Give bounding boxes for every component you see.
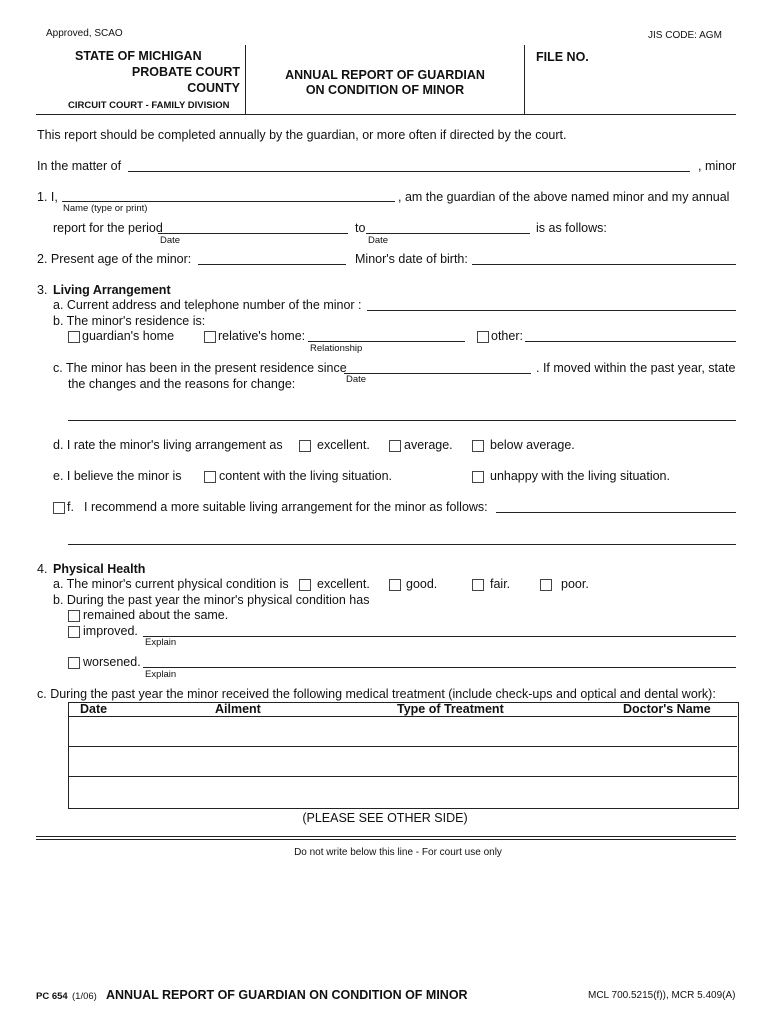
guardians-home-label: guardian's home: [82, 329, 175, 343]
matter-label: In the matter of: [37, 159, 122, 173]
period-to-input[interactable]: [366, 233, 530, 234]
relationship-caption: Relationship: [310, 343, 363, 354]
item3f-text: I recommend a more suitable living arrangement for the minor as follows:: [84, 500, 488, 514]
living-average-label: average.: [404, 438, 453, 452]
table-row[interactable]: [69, 777, 737, 806]
header-divider-right: [524, 45, 525, 114]
item4c-label: c. During the past year the minor received the following medical treatment (include check-ups and optical and dental work):: [37, 687, 716, 701]
period-label: report for the period: [53, 221, 163, 235]
guardian-name-input[interactable]: [62, 201, 395, 202]
address-input[interactable]: [367, 310, 736, 311]
matter-suffix: , minor: [698, 159, 737, 173]
recommend-checkbox[interactable]: [53, 502, 65, 514]
intro-text: This report should be completed annually by the guardian, or more often if directed by the court.: [37, 128, 567, 142]
other-residence-input[interactable]: [525, 341, 736, 342]
improved-explain-input[interactable]: [143, 636, 736, 637]
guardians-home-checkbox[interactable]: [68, 331, 80, 343]
living-excellent-checkbox[interactable]: [299, 440, 311, 452]
state-label: STATE OF MICHIGAN: [75, 49, 202, 63]
age-input[interactable]: [198, 264, 346, 265]
period-follows: is as follows:: [536, 221, 607, 235]
form-title-line1: ANNUAL REPORT OF GUARDIAN: [285, 68, 485, 82]
unhappy-label: unhappy with the living situation.: [490, 469, 670, 483]
worsened-label: worsened.: [83, 655, 141, 669]
content-checkbox[interactable]: [204, 471, 216, 483]
jis-code: JIS CODE: AGM: [648, 30, 722, 41]
item3e-label: e. I believe the minor is: [53, 469, 182, 483]
residence-since-caption: Date: [346, 374, 367, 385]
health-poor-label: poor.: [561, 577, 589, 591]
health-excellent-checkbox[interactable]: [299, 579, 311, 591]
health-fair-label: fair.: [490, 577, 511, 591]
unhappy-checkbox[interactable]: [472, 471, 484, 483]
period-from-input[interactable]: [158, 233, 348, 234]
court-label: PROBATE COURT: [131, 65, 240, 79]
health-excellent-label: excellent.: [317, 577, 370, 591]
table-row[interactable]: [69, 717, 737, 746]
court-use-rule-top: [36, 836, 736, 837]
relationship-input[interactable]: [308, 341, 465, 342]
age-label: 2. Present age of the minor:: [37, 252, 192, 266]
item4-number: 4.: [37, 562, 48, 576]
item3c-line2: the changes and the reasons for change:: [68, 377, 296, 391]
changes-reason-input[interactable]: [68, 420, 736, 421]
item3d-label: d. I rate the minor's living arrangement as: [53, 438, 283, 452]
remained-checkbox[interactable]: [68, 610, 80, 622]
item1-statement: , am the guardian of the above named minor and my annual: [398, 190, 730, 204]
form-date: (1/06): [72, 991, 97, 1002]
form-title-line2: ON CONDITION OF MINOR: [305, 83, 465, 97]
item3a-label: a. Current address and telephone number of the minor :: [53, 298, 362, 312]
col-header-ailment: Ailment: [215, 702, 261, 716]
living-excellent-label: excellent.: [317, 438, 370, 452]
residence-since-input[interactable]: [344, 373, 531, 374]
matter-input[interactable]: [128, 171, 690, 172]
remained-label: remained about the same.: [83, 608, 229, 622]
period-to-label: to: [355, 221, 366, 235]
item4a-label: a. The minor's current physical condition is: [53, 577, 289, 591]
relatives-home-label: relative's home:: [218, 329, 306, 343]
recommend-input[interactable]: [496, 512, 736, 513]
dob-label: Minor's date of birth:: [355, 252, 468, 266]
col-header-date: Date: [80, 702, 108, 716]
col-header-treatment: Type of Treatment: [397, 702, 504, 716]
period-from-caption: Date: [160, 235, 181, 246]
division-label: CIRCUIT COURT - FAMILY DIVISION: [68, 100, 230, 111]
item3-heading: Living Arrangement: [53, 283, 171, 297]
living-below-average-checkbox[interactable]: [472, 440, 484, 452]
dob-input[interactable]: [472, 264, 736, 265]
living-below-average-label: below average.: [490, 438, 575, 452]
relatives-home-checkbox[interactable]: [204, 331, 216, 343]
health-good-label: good.: [406, 577, 438, 591]
content-label: content with the living situation.: [219, 469, 393, 483]
health-fair-checkbox[interactable]: [472, 579, 484, 591]
court-use-rule-bottom: [36, 839, 736, 840]
item4b-label: b. During the past year the minor's physical condition has: [53, 593, 370, 607]
see-other-side: (PLEASE SEE OTHER SIDE): [302, 811, 468, 825]
item3c-after: . If moved within the past year, state: [536, 361, 736, 375]
file-no-label: FILE NO.: [536, 50, 589, 64]
statute-reference: MCL 700.5215(f)), MCR 5.409(A): [588, 990, 736, 1001]
health-good-checkbox[interactable]: [389, 579, 401, 591]
item3b-label: b. The minor's residence is:: [53, 314, 206, 328]
improved-label: improved.: [83, 624, 138, 638]
period-to-caption: Date: [368, 235, 389, 246]
table-row[interactable]: [69, 747, 737, 776]
item4-heading: Physical Health: [53, 562, 146, 576]
name-caption: Name (type or print): [63, 203, 148, 214]
form-code: PC 654: [36, 991, 68, 1002]
health-poor-checkbox[interactable]: [540, 579, 552, 591]
other-residence-checkbox[interactable]: [477, 331, 489, 343]
improved-explain-caption: Explain: [145, 637, 177, 648]
item3f-label: f.: [67, 500, 74, 514]
item1-label: 1. I,: [37, 190, 58, 204]
county-label: COUNTY: [187, 81, 240, 95]
item3c-label: c. The minor has been in the present residence since: [53, 361, 347, 375]
worsened-checkbox[interactable]: [68, 657, 80, 669]
living-average-checkbox[interactable]: [389, 440, 401, 452]
approved-scao: Approved, SCAO: [46, 28, 123, 39]
header-bottom-rule: [36, 114, 736, 115]
other-residence-label: other:: [491, 329, 523, 343]
worsened-explain-caption: Explain: [145, 669, 177, 680]
recommend-input-line2[interactable]: [68, 544, 736, 545]
col-header-doctor: Doctor's Name: [623, 702, 711, 716]
worsened-explain-input[interactable]: [143, 667, 736, 668]
court-use-note: Do not write below this line - For court use only: [294, 847, 502, 858]
item3-number: 3.: [37, 283, 48, 297]
improved-checkbox[interactable]: [68, 626, 80, 638]
footer-form-title: ANNUAL REPORT OF GUARDIAN ON CONDITION OF MINOR: [106, 988, 468, 1002]
